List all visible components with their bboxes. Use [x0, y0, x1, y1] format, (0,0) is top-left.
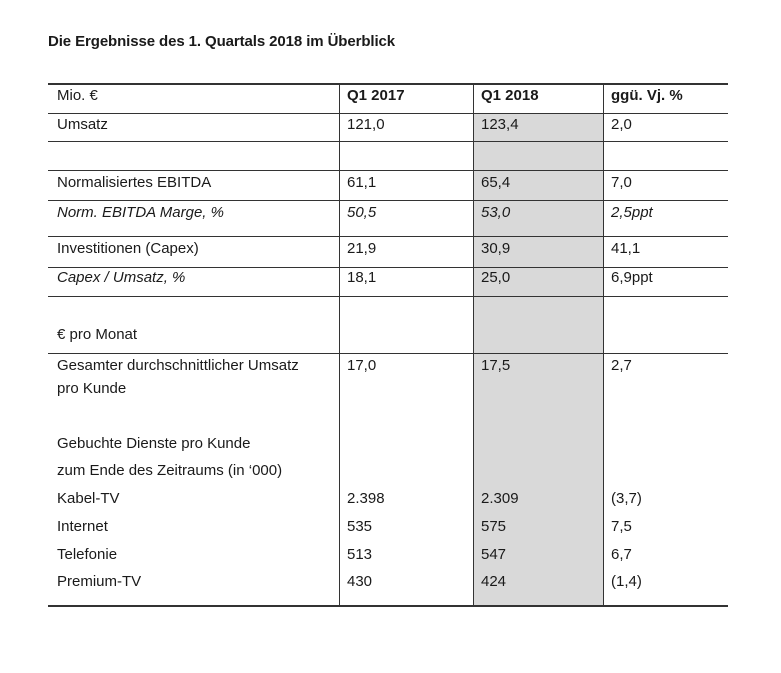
services-heading-line1: Gebuchte Dienste pro Kunde [57, 435, 251, 452]
row-premium-change: (1,4) [611, 573, 642, 590]
row-internet-label: Internet [57, 518, 108, 535]
services-heading-line2: zum Ende des Zeitraums (in ‘000) [57, 462, 283, 479]
row-arpu-q1-2017: 17,0 [347, 357, 377, 374]
row-arpu-label-line2: pro Kunde [57, 380, 127, 397]
row-ebitda-q1-2017: 61,1 [347, 174, 377, 191]
column-divider [603, 83, 604, 607]
row-ebitda-label: Normalisiertes EBITDA [57, 174, 212, 191]
row-capex-q1-2017: 21,9 [347, 240, 377, 257]
row-telephony-q1-2017: 513 [347, 546, 373, 563]
row-arpu-label-line1: Gesamter durchschnittlicher Umsatz [57, 357, 299, 374]
row-ebitda-margin-q1-2018: 53,0 [481, 204, 511, 221]
row-umsatz-change: 2,0 [611, 116, 632, 133]
row-internet-change: 7,5 [611, 518, 632, 535]
row-premium-q1-2017: 430 [347, 573, 373, 590]
row-capex-change: 41,1 [611, 240, 641, 257]
row-divider [48, 296, 728, 297]
row-divider [48, 141, 728, 142]
row-cable-q1-2017: 2.398 [347, 490, 385, 507]
row-capex-ratio-q1-2018: 25,0 [481, 269, 511, 286]
row-umsatz-q1-2018: 123,4 [481, 116, 519, 133]
row-umsatz-label: Umsatz [57, 116, 108, 133]
row-capex-q1-2018: 30,9 [481, 240, 511, 257]
section-per-month-label: € pro Monat [57, 326, 138, 343]
table-bottom-border [48, 605, 728, 607]
column-divider [339, 83, 340, 607]
row-premium-q1-2018: 424 [481, 573, 507, 590]
row-cable-label: Kabel-TV [57, 490, 120, 507]
row-ebitda-margin-q1-2017: 50,5 [347, 204, 377, 221]
row-capex-ratio-label: Capex / Umsatz, % [57, 269, 186, 286]
row-telephony-label: Telefonie [57, 546, 118, 563]
row-telephony-q1-2018: 547 [481, 546, 507, 563]
row-capex-ratio-q1-2017: 18,1 [347, 269, 377, 286]
column-divider [473, 83, 474, 607]
header-q1-2017: Q1 2017 [347, 87, 405, 104]
row-internet-q1-2017: 535 [347, 518, 373, 535]
row-cable-q1-2018: 2.309 [481, 490, 519, 507]
row-telephony-change: 6,7 [611, 546, 632, 563]
row-cable-change: (3,7) [611, 490, 642, 507]
row-ebitda-change: 7,0 [611, 174, 632, 191]
row-ebitda-margin-change: 2,5ppt [611, 204, 653, 221]
page-title: Die Ergebnisse des 1. Quartals 2018 im Überblick [48, 33, 396, 50]
row-internet-q1-2018: 575 [481, 518, 507, 535]
row-capex-label: Investitionen (Capex) [57, 240, 199, 257]
row-ebitda-margin-label: Norm. EBITDA Marge, % [57, 204, 224, 221]
header-q1-2018: Q1 2018 [481, 87, 539, 104]
row-umsatz-q1-2017: 121,0 [347, 116, 385, 133]
header-label: Mio. € [57, 87, 98, 104]
header-change: ggü. Vj. % [611, 87, 683, 104]
row-arpu-change: 2,7 [611, 357, 632, 374]
row-premium-label: Premium-TV [57, 573, 142, 590]
row-arpu-q1-2018: 17,5 [481, 357, 511, 374]
row-capex-ratio-change: 6,9ppt [611, 269, 653, 286]
row-ebitda-q1-2018: 65,4 [481, 174, 511, 191]
results-table [48, 83, 728, 607]
